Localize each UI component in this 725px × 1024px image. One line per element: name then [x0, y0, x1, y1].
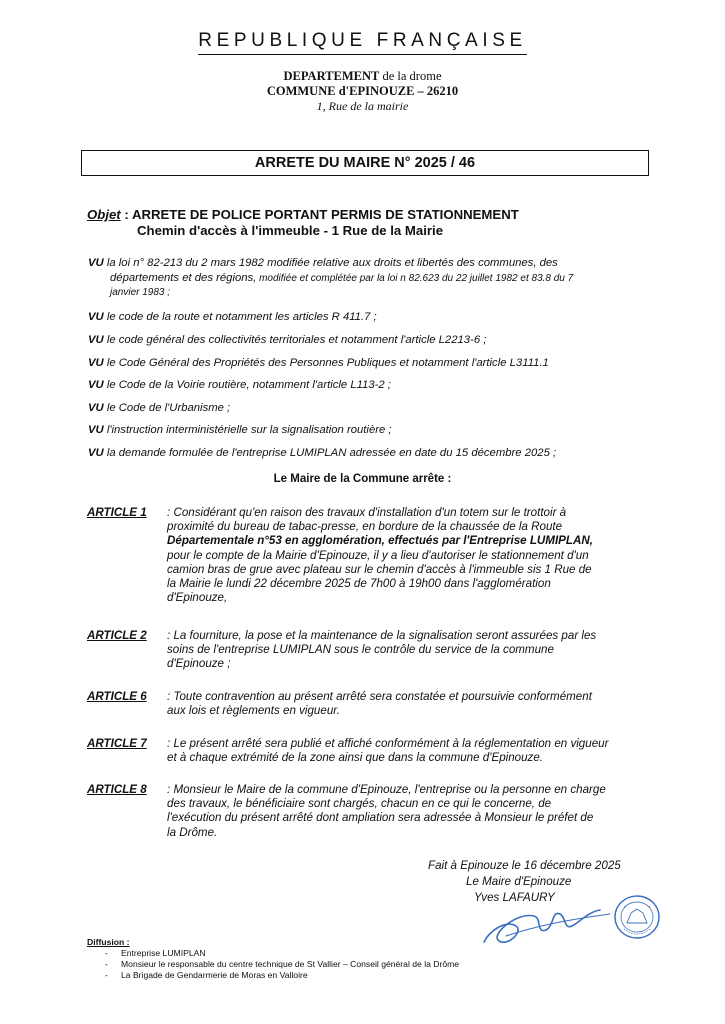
- republique-heading: REPUBLIQUE FRANÇAISE: [0, 30, 725, 55]
- article-label: ARTICLE 2: [87, 629, 147, 642]
- departement-label: DEPARTEMENT: [283, 69, 380, 83]
- article-2: ARTICLE 2 : La fourniture, la pose et la maintenance de la signalisation seront assurées par les soins de l'entreprise LUMIPLAN sous le contrôle du service de la commune d'Epinouze ;: [87, 629, 597, 671]
- objet-label: Objet: [87, 207, 121, 222]
- diffusion-item: - La Brigade de Gendarmerie de Moras en Valloire: [105, 970, 308, 980]
- vu-item: VU la demande formulée de l'entreprise LUMIPLAN adressée en date du 15 décembre 2025 ;: [88, 447, 557, 459]
- vu-item: VU le Code de l'Urbanisme ;: [88, 402, 231, 414]
- place-date: Fait à Epinouze le 16 décembre 2025: [428, 859, 621, 872]
- objet-line1: : ARRETE DE POLICE PORTANT PERMIS DE STATIONNEMENT: [124, 207, 519, 222]
- vu-item: VU le code de la route et notamment les articles R 411.7 ;: [88, 311, 377, 323]
- article-label: ARTICLE 8: [87, 783, 147, 796]
- diffusion-title: Diffusion :: [87, 937, 130, 947]
- address-line: 1, Rue de la mairie: [316, 99, 409, 113]
- vu-item: VU le code général des collectivités territoriales et notamment l'article L2213-6 ;: [88, 334, 487, 346]
- diffusion-item: - Entreprise LUMIPLAN: [105, 948, 206, 958]
- objet-line2: Chemin d'accès à l'immeuble - 1 Rue de la Mairie: [137, 223, 444, 238]
- commune-line: COMMUNE d'EPINOUZE – 26210: [266, 84, 459, 98]
- article-8: ARTICLE 8 : Monsieur le Maire de la commune d'Epinouze, l'entreprise ou la personne en charge des travaux, le bénéficiaire sont chargés, chacun en ce qui le concerne, de l'exécution du présent arrêté dont ampliation sera adressée à Monsieur le préfet de la Drôme.: [87, 783, 606, 839]
- vu-item: VU le Code de la Voirie routière, notamment l'article L113-2 ;: [88, 379, 391, 391]
- article-label: ARTICLE 1: [87, 506, 147, 519]
- mayor-name: Yves LAFAURY: [474, 891, 555, 904]
- article-1: ARTICLE 1 : Considérant qu'en raison des travaux d'installation d'un totem sur le trottoir à proximité du bureau de tabac-presse, en bordure de la chaussée de la Route Départementale n°53 en agglomération, effectués par l'Entreprise LUMIPLAN, pour le compte de la Mairie d'Epinouze, il y a lieu d'autoriser le stationnement d'un camion bras de grue avec plateau sur le chemin d'accès à l'immeuble sis 1 Rue de la Mairie le lundi 22 décembre 2025 de 7h00 à 19h00 dans l'agglomération d'Epinouze,: [87, 506, 593, 605]
- diffusion-item: - Monsieur le responsable du centre technique de St Vallier – Conseil général de la Drôme: [105, 959, 460, 969]
- vu-item: VU l'instruction interministérielle sur la signalisation routière ;: [88, 424, 392, 436]
- article-6: ARTICLE 6 : Toute contravention au présent arrêté sera constatée et poursuivie conformément aux lois et règlements en vigueur.: [87, 690, 592, 718]
- diffusion-block: [87, 937, 459, 981]
- objet-block: [87, 207, 519, 239]
- vu-item: VU la loi n° 82-213 du 2 mars 1982 modifiée relative aux droits et libertés des communes, des départements et des régions, modifiée et complétée par la loi n 82.623 du 22 juillet 1982 et 83.8 du 7 janvier 1983 ;: [88, 257, 574, 298]
- vu-item: VU le Code Général des Propriétés des Personnes Publiques et notamment l'article L3111.1: [88, 357, 549, 369]
- article-7: ARTICLE 7 : Le présent arrêté sera publié et affiché conformément à la réglementation en vigueur et à chaque extrémité de la zone ainsi que dans la commune d'Epinouze.: [87, 737, 609, 765]
- department-header: [0, 69, 725, 114]
- arrete-title: ARRETE DU MAIRE N° 2025 / 46: [81, 150, 649, 176]
- mairie-seal-stamp: [612, 893, 662, 941]
- article-label: ARTICLE 7: [87, 737, 147, 750]
- handwritten-signature: [476, 890, 616, 952]
- departement-value: de la drome: [382, 69, 442, 83]
- mayor-role: Le Maire d'Epinouze: [466, 875, 572, 888]
- maire-arrete-heading: Le Maire de la Commune arrête :: [273, 473, 452, 485]
- article-label: ARTICLE 6: [87, 690, 147, 703]
